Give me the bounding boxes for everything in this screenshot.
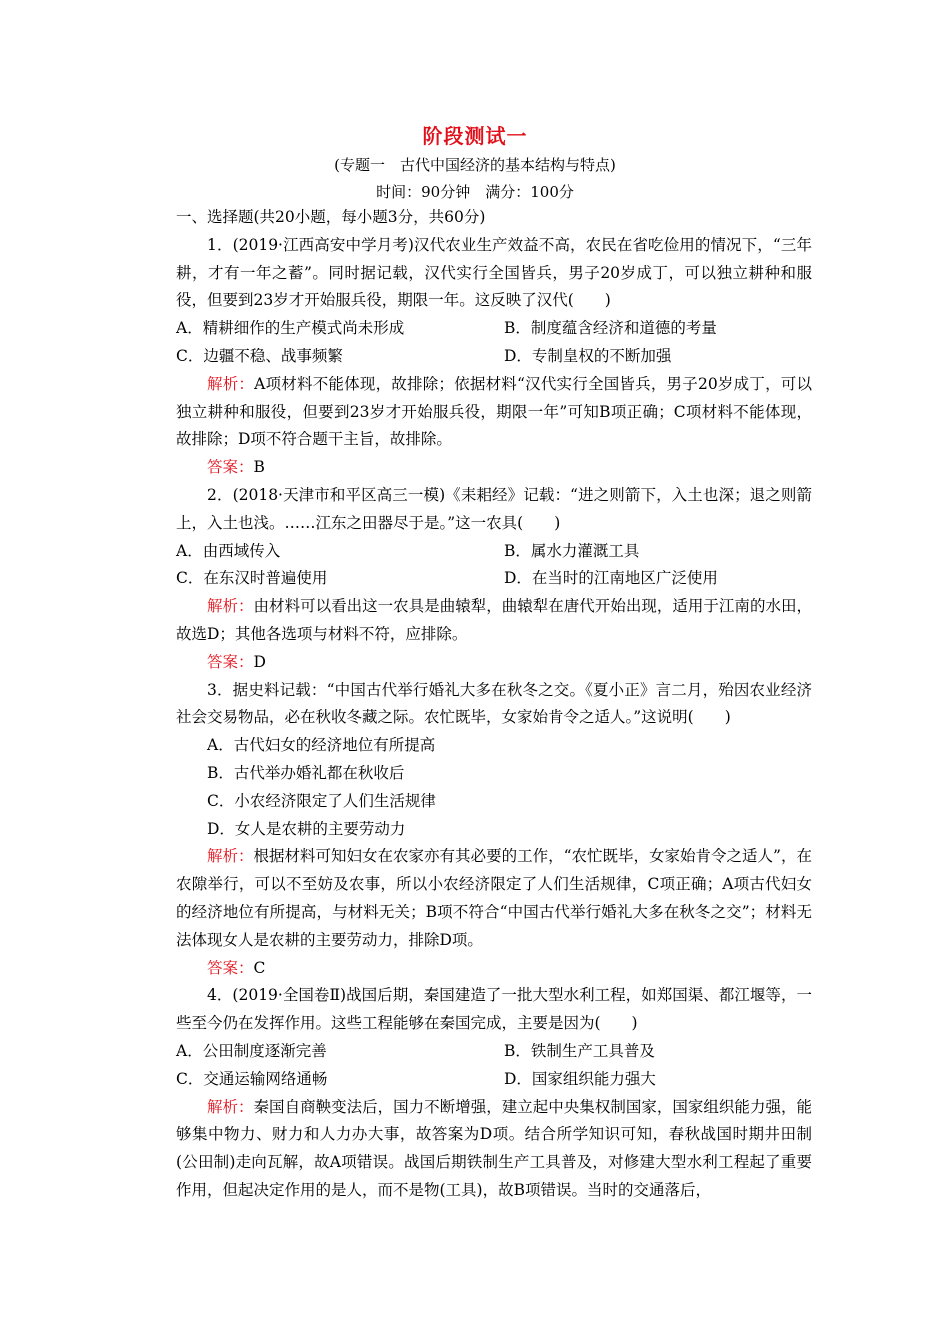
option: C．在东汉时普遍使用	[176, 569, 328, 588]
analysis-label: 解析：	[207, 374, 255, 393]
option: C．边疆不稳、战事频繁	[176, 346, 343, 365]
option: B．制度蕴含经济和道德的考量	[504, 319, 717, 338]
time-info: 时间：90分钟 满分：100分	[376, 183, 574, 201]
option: B．铁制生产工具普及	[504, 1041, 655, 1060]
question-stem: 1．(2019·江西高安中学月考)汉代农业生产效益不高，农民在省吃俭用的情况下，“三年耕，才有一年之蓄”。同时据记载，汉代实行全国皆兵，男子20岁成丁，可以独立耕种和服役，但要到23岁才开始服兵役，期限一年。这反映了汉代( )	[176, 235, 812, 310]
question-stem: 3．据史料记载：“中国古代举行婚礼大多在秋冬之交。《夏小正》言二月，殆因农业经济社会交易物品，必在秋收冬藏之际。农忙既毕，女家始肯令之适人。”这说明( )	[176, 680, 812, 727]
analysis-label: 解析：	[207, 847, 254, 866]
answer-label: 答案：	[207, 652, 254, 671]
page-title: 阶段测试一	[422, 124, 528, 148]
answer-value: B	[253, 458, 265, 477]
answer-value: C	[253, 958, 266, 977]
options-row	[176, 1066, 812, 1094]
analysis-label: 解析：	[207, 1097, 254, 1116]
page-subtitle: (专题一 古代中国经济的基本结构与特点)	[334, 156, 616, 174]
analysis	[176, 843, 812, 954]
option: D．女人是农耕的主要劳动力	[207, 819, 406, 838]
option: A．由西域传入	[176, 541, 281, 560]
analysis-label: 解析：	[207, 597, 254, 616]
answer-label: 答案：	[207, 458, 254, 477]
options-row	[176, 315, 812, 343]
analysis-text: 由材料可以看出这一农具是曲辕犁，曲辕犁在唐代开始出现，适用于江南的水田，故选D；其他各选项与材料不符，应排除。	[176, 597, 812, 643]
options-row	[176, 343, 812, 371]
question-stem: 2．(2018·天津市和平区高三一模)《耒耜经》记载：“进之则箭下，入土也深；退之则箭上，入土也浅。……江东之田器尽于是。”这一农具( )	[176, 485, 812, 532]
option: C．小农经济限定了人们生活规律	[207, 791, 436, 810]
options-row	[176, 1038, 812, 1066]
answer	[176, 454, 812, 482]
option: D．国家组织能力强大	[504, 1069, 656, 1088]
answer-value: D	[253, 652, 266, 671]
document-body	[176, 204, 812, 1205]
option: A．公田制度逐渐完善	[176, 1041, 327, 1060]
analysis	[176, 593, 812, 649]
option: A．精耕细作的生产模式尚未形成	[176, 319, 405, 338]
answer	[176, 649, 812, 677]
option: B．属水力灌溉工具	[504, 541, 640, 560]
option: D．在当时的江南地区广泛使用	[504, 569, 718, 588]
answer-label: 答案：	[207, 958, 254, 977]
options-row	[176, 565, 812, 593]
analysis-text: A项材料不能体现，故排除；依据材料“汉代实行全国皆兵，男子20岁成丁，可以独立耕种和服役，但要到23岁才开始服兵役，期限一年”可知B项正确；C项材料不能体现，故排除；D项不符合题干主旨，故排除。	[176, 374, 812, 449]
analysis	[176, 371, 812, 454]
section-header: 一、选择题(共20小题，每小题3分，共60分)	[176, 208, 486, 226]
option: C．交通运输网络通畅	[176, 1069, 328, 1088]
option: A．古代妇女的经济地位有所提高	[207, 736, 436, 755]
answer	[176, 955, 812, 983]
option: B．古代举办婚礼都在秋收后	[207, 763, 405, 782]
analysis	[176, 1094, 812, 1205]
analysis-text: 根据材料可知妇女在农家亦有其必要的工作，“农忙既毕，女家始肯令之适人”，在农隙举行，可以不至妨及农事，所以小农经济限定了人们生活规律，C项正确；A项古代妇女的经济地位有所提高，与材料无关；B项不符合“中国古代举行婚礼大多在秋冬之交”；材料无法体现女人是农耕的主要劳动力，排除D项。	[176, 847, 812, 949]
question-stem: 4．(2019·全国卷Ⅱ)战国后期，秦国建造了一批大型水利工程，如郑国渠、都江堰等，一些至今仍在发挥作用。这些工程能够在秦国完成，主要是因为( )	[176, 986, 812, 1033]
option: D．专制皇权的不断加强	[504, 346, 672, 365]
analysis-text: 秦国自商鞅变法后，国力不断增强，建立起中央集权制国家，国家组织能力强，能够集中物力、财力和人力办大事，故答案为D项。结合所学知识可知，春秋战国时期井田制(公田制)走向瓦解，故A项错误。战国后期铁制生产工具普及，对修建大型水利工程起了重要作用，但起决定作用的是人，而不是物(工具)，故B项错误。当时的交通落后，	[176, 1097, 812, 1199]
options-row	[176, 538, 812, 566]
